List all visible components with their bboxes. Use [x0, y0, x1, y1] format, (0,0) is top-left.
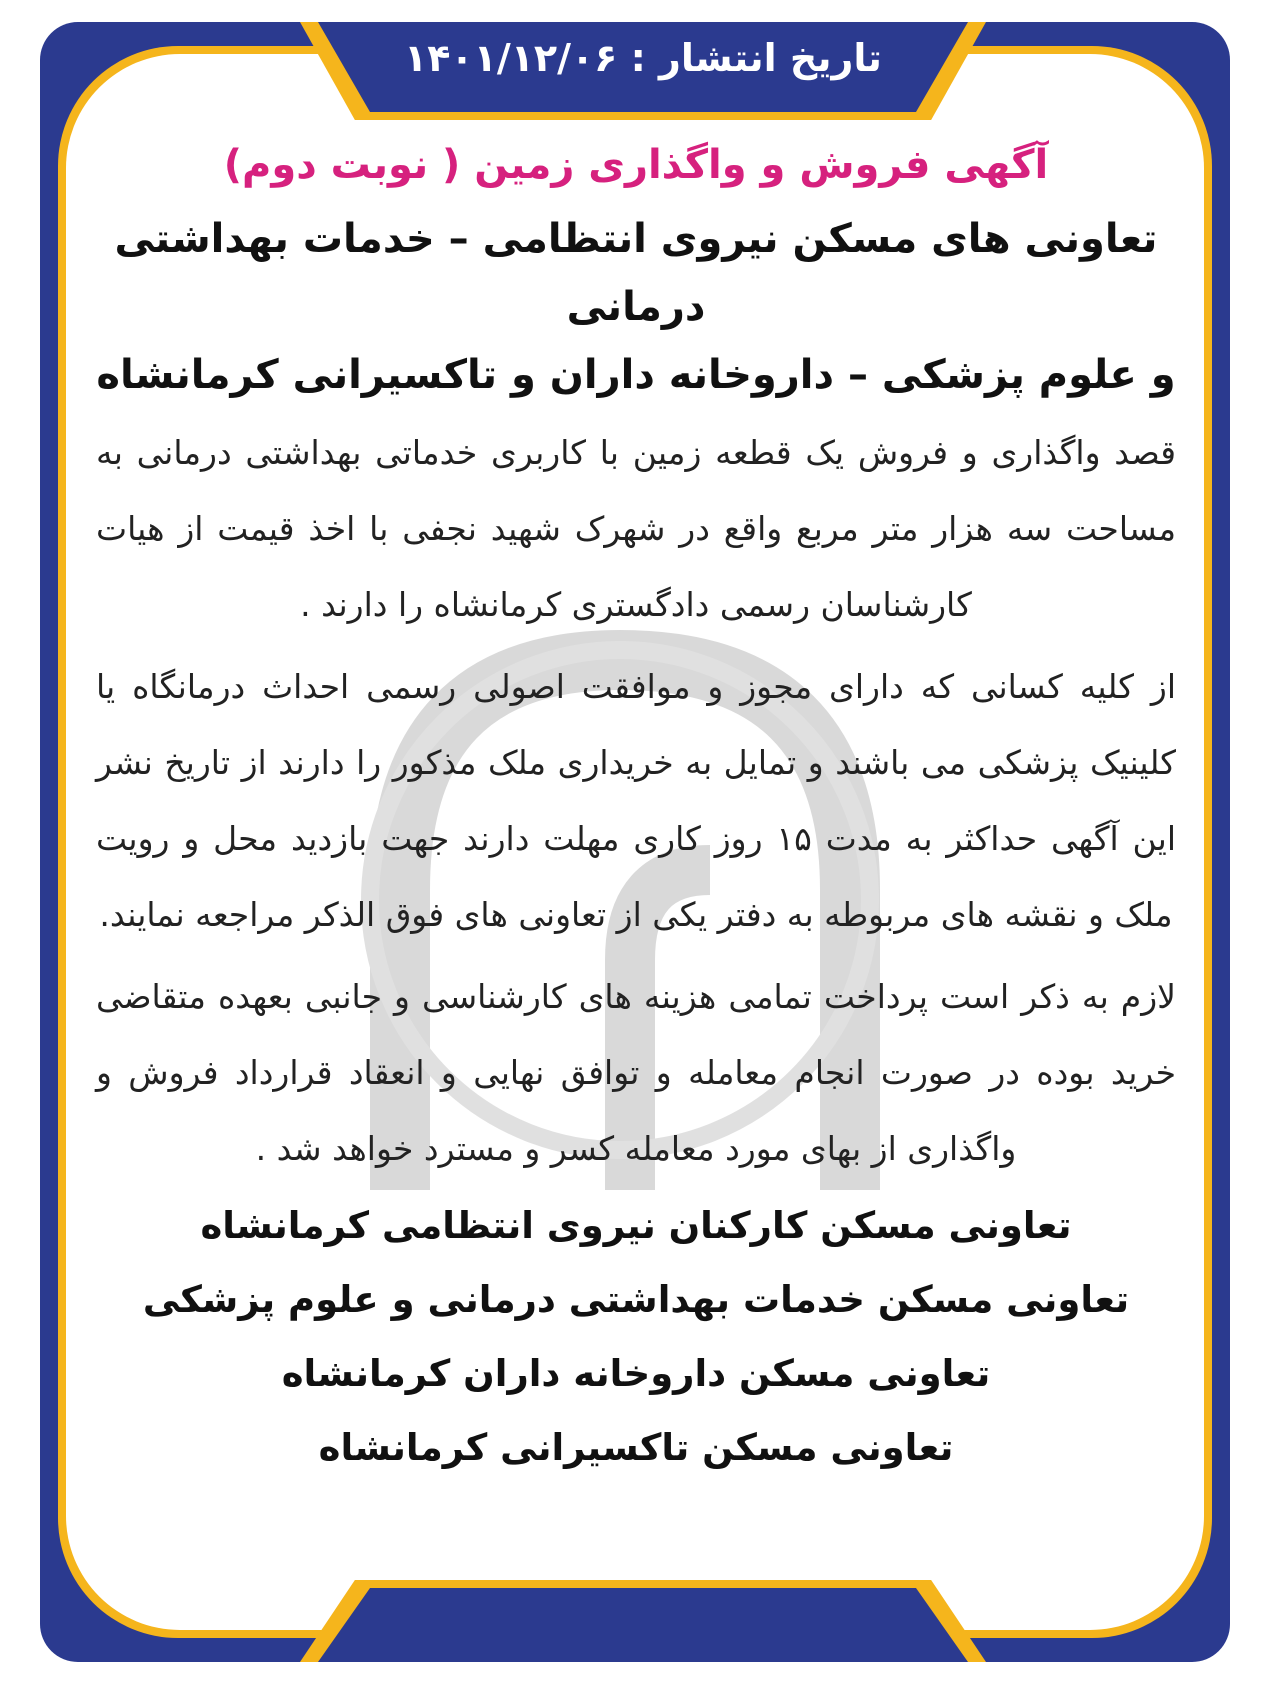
signature-line: تعاونی مسکن خدمات بهداشتی درمانی و علوم پزشکی [142, 1278, 1130, 1321]
footer-tab [318, 1588, 968, 1662]
notice-paragraph-1: قصد واگذاری و فروش یک قطعه زمین با کاربری خدماتی بهداشتی درمانی به مساحت سه هزار متر مربع واقع در شهرک شهید نجفی با اخذ قیمت از هیات کارشناسان رسمی دادگستری کرمانشاه را دارند . [96, 433, 1176, 624]
cooperatives-heading-line-1: تعاونی های مسکن نیروی انتظامی – خدمات بهداشتی درمانی [114, 216, 1158, 330]
notice-content [96, 125, 1176, 1485]
notice-paragraph-2: از کلیه کسانی که دارای مجوز و موافقت اصولی رسمی احداث درمانگاه یا کلینیک پزشکی می باشند و تمایل به خریداری ملک مذکور را دارند از تاریخ نشر این آگهی حداکثر به مدت ۱۵ روز کاری مهلت دارند جهت بازدید محل و رویت ملک و نقشه های مربوطه به دفتر یکی از تعاونی های فوق الذکر مراجعه نمایند. [96, 667, 1176, 934]
notice-paragraph-3: لازم به ذکر است پرداخت تمامی هزینه های کارشناسی و جانبی بعهده متقاضی خرید بوده در صورت انجام معامله و توافق نهایی و انعقاد قرارداد فروش و واگذاری از بهای مورد معامله کسر و مسترد خواهد شد . [96, 977, 1176, 1168]
cooperatives-heading-line-2: و علوم پزشکی – داروخانه داران و تاکسیرانی کرمانشاه [96, 352, 1176, 398]
notice-title: آگهی فروش و واگذاری زمین ( نوبت دوم) [223, 142, 1049, 188]
signature-block [96, 1189, 1176, 1485]
signature-line: تعاونی مسکن کارکنان نیروی انتظامی کرمانشاه [200, 1204, 1072, 1247]
signature-line: تعاونی مسکن تاکسیرانی کرمانشاه [318, 1426, 954, 1469]
signature-line: تعاونی مسکن داروخانه داران کرمانشاه [281, 1352, 991, 1395]
publish-date: تاریخ انتشار : ۱۴۰۱/۱۲/۰۶ [404, 36, 882, 80]
